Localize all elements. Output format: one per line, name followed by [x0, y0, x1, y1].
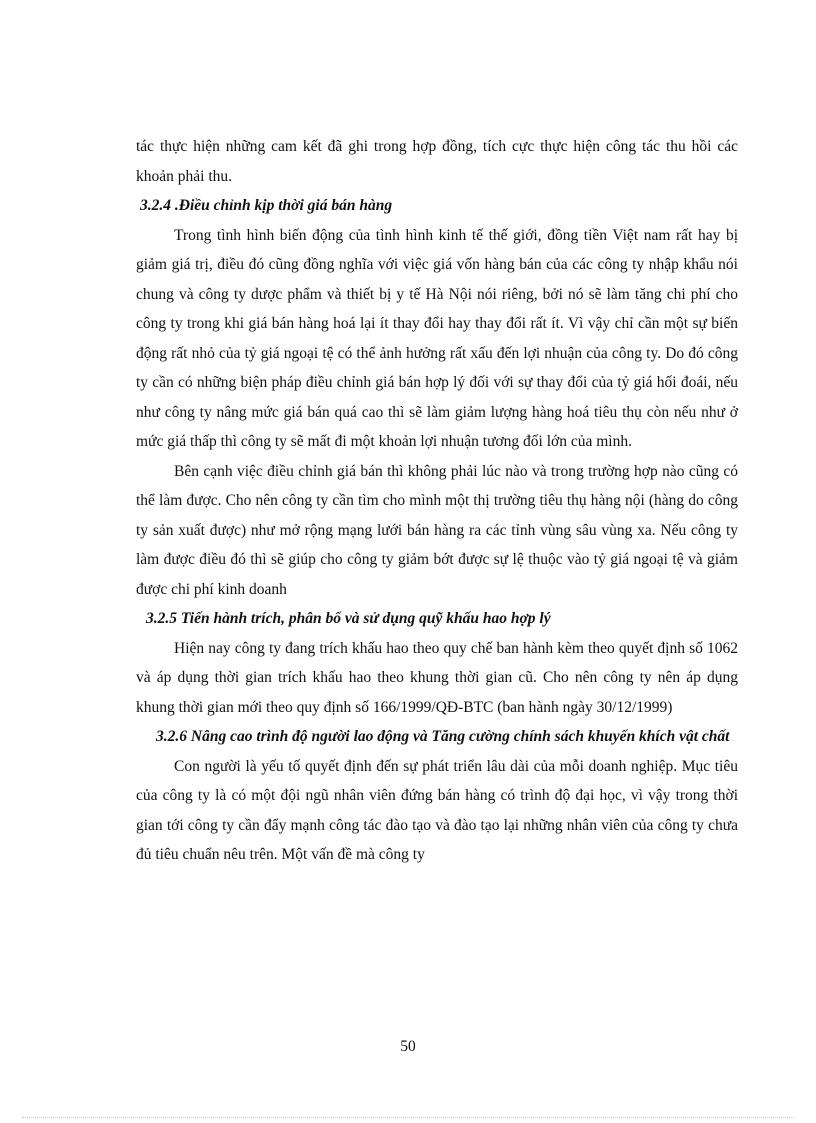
- paragraph-depreciation: Hiện nay công ty đang trích khấu hao theo quy chế ban hành kèm theo quyết định số 1062 và áp dụng thời gian trích khấu hao theo khung thời gian cũ. Cho nên công ty nên áp dụng khung thời gian mới theo quy định số 166/1999/QĐ-BTC (ban hành ngày 30/12/1999): [136, 639, 738, 716]
- paragraph-domestic-market: Bên cạnh việc điều chỉnh giá bán thì không phải lúc nào và trong trường hợp nào cũng có thể làm được. Cho nên công ty cần tìm cho mình một thị trường tiêu thụ hàng nội (hàng do công ty sản xuất được) như mở rộng mạng lưới bán hàng ra các tỉnh vùng sâu vùng xa. Nếu công ty làm được điều đó thì sẽ giúp cho công ty giảm bớt được sự lệ thuộc vào tỷ giá ngoại tệ và giảm được chi phí kinh doanh: [136, 462, 738, 598]
- document-body: [136, 132, 738, 870]
- heading-3-2-4: 3.2.4 .Điều chỉnh kịp thời giá bán hàng: [140, 197, 393, 214]
- paragraph-exchange-rate: Trong tình hình biến động của tình hình kinh tế thế giới, đồng tiền Việt nam rất hay bị giảm giá trị, điều đó cũng đồng nghĩa với việc giá vốn hàng bán của các công ty nhập khẩu nói chung và công ty dược phẩm và thiết bị y tế Hà Nội nói riêng, bởi nó sẽ làm tăng chi phí cho công ty trong khi giá bán hàng hoá lại ít thay đổi hay thay đổi rất ít. Vì vậy chỉ cần một sự biến động rất nhỏ của tỷ giá ngoại tệ có thể ảnh hưởng rất xấu đến lợi nhuận của công ty. Do đó công ty cần có những biện pháp điều chỉnh giá bán hợp lý đối với sự thay đổi của tỷ giá hối đoái, nếu như công ty nâng mức giá bán quá cao thì sẽ làm giảm lượng hàng hoá tiêu thụ còn nếu như ở mức giá thấp thì công ty sẽ mất đi một khoản lợi nhuận tương đối lớn của mình.: [136, 226, 738, 450]
- paragraph-human-resources: Con người là yếu tố quyết định đến sự phát triển lâu dài của mỗi doanh nghiệp. Mục tiêu của công ty là có một đội ngũ nhân viên đứng bán hàng có trình độ đại học, vì vậy trong thời gian tới công ty cần đẩy mạnh công tác đào tạo và đào tạo lại những nhân viên của công ty chưa đủ tiêu chuẩn nêu trên. Một vấn đề mà công ty: [136, 757, 738, 863]
- page-bottom-border: [22, 1117, 794, 1118]
- page-number: 50: [400, 1038, 416, 1055]
- paragraph-continuation: tác thực hiện những cam kết đã ghi trong hợp đồng, tích cực thực hiện công tác thu hồi các khoản phải thu.: [136, 138, 738, 185]
- heading-3-2-5: 3.2.5 Tiến hành trích, phân bổ và sử dụng quỹ khấu hao hợp lý: [146, 610, 551, 627]
- heading-3-2-6: 3.2.6 Nâng cao trình độ người lao động và Tăng cường chính sách khuyến khích vật chất: [156, 728, 730, 745]
